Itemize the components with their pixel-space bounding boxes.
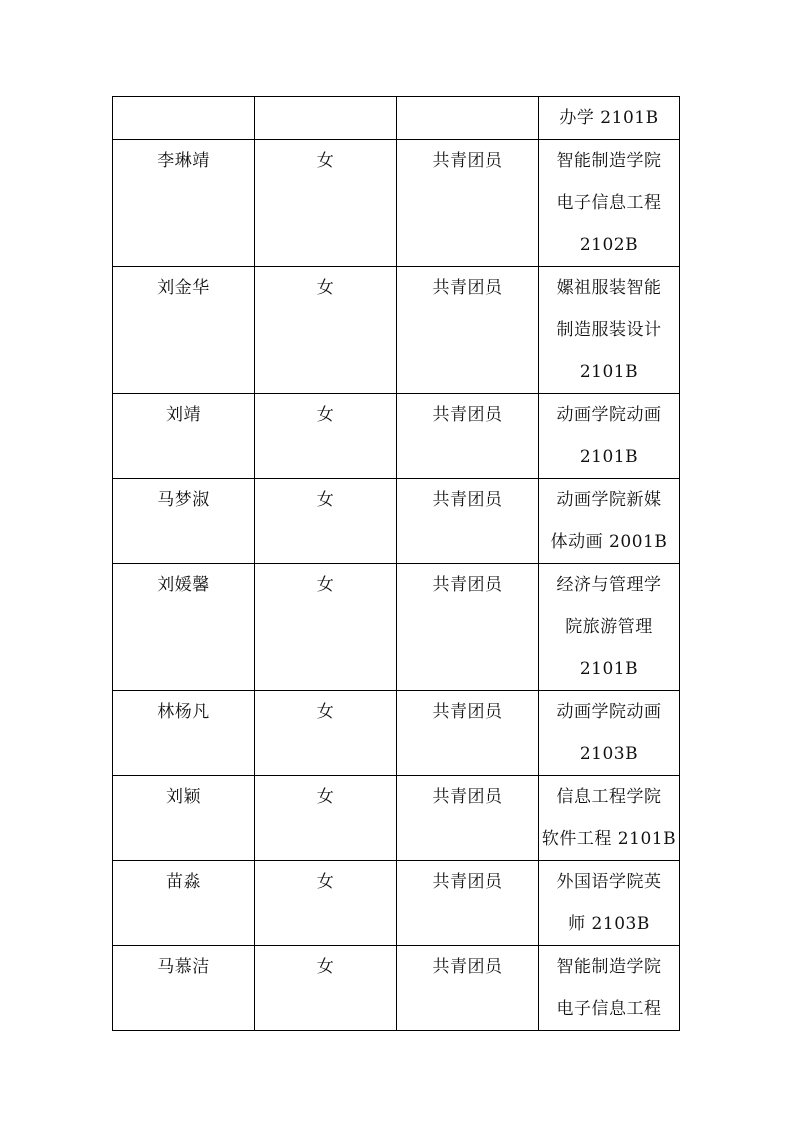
department-line: 电子信息工程 xyxy=(556,193,662,213)
member-name-text: 刘靖 xyxy=(166,405,201,425)
table-row xyxy=(113,946,680,1031)
member-department-cell xyxy=(539,564,680,691)
table-row xyxy=(113,479,680,564)
member-name-text: 李琳靖 xyxy=(157,151,210,171)
member-gender-cell xyxy=(255,776,397,861)
member-name-cell xyxy=(113,140,255,267)
member-name-text: 刘金华 xyxy=(157,278,210,298)
member-name-cell xyxy=(113,564,255,691)
member-department-cell xyxy=(539,946,680,1031)
member-gender-text: 女 xyxy=(316,957,335,977)
member-gender-text: 女 xyxy=(316,575,335,595)
member-gender-text: 女 xyxy=(316,787,335,807)
member-gender-cell xyxy=(255,97,397,140)
department-line: 2101B xyxy=(579,447,639,467)
member-gender-text: 女 xyxy=(316,278,335,298)
member-gender-cell xyxy=(255,140,397,267)
department-line: 2101B xyxy=(579,659,639,679)
department-line: 经济与管理学 xyxy=(556,575,662,595)
member-status-cell xyxy=(397,479,539,564)
member-status-text: 共青团员 xyxy=(432,872,503,892)
member-table-body xyxy=(113,97,680,1031)
table-row xyxy=(113,861,680,946)
member-gender-cell xyxy=(255,861,397,946)
department-line: 办学 2101B xyxy=(559,108,659,128)
member-gender-cell xyxy=(255,691,397,776)
member-gender-text: 女 xyxy=(316,490,335,510)
member-department-cell xyxy=(539,479,680,564)
table-row xyxy=(113,691,680,776)
department-line: 体动画 2001B xyxy=(550,532,668,552)
department-line: 师 2103B xyxy=(568,914,650,934)
member-name-cell xyxy=(113,267,255,394)
member-gender-cell xyxy=(255,479,397,564)
table-row xyxy=(113,97,680,140)
department-line: 动画学院动画 xyxy=(556,405,662,425)
member-status-text: 共青团员 xyxy=(432,787,503,807)
department-line: 2102B xyxy=(579,235,639,255)
member-name-cell xyxy=(113,776,255,861)
member-name-text: 刘颖 xyxy=(166,787,201,807)
member-department-cell xyxy=(539,267,680,394)
department-line: 动画学院动画 xyxy=(556,702,662,722)
member-status-cell xyxy=(397,140,539,267)
member-status-text: 共青团员 xyxy=(432,405,503,425)
member-status-cell xyxy=(397,776,539,861)
member-gender-cell xyxy=(255,564,397,691)
department-line: 动画学院新媒 xyxy=(556,490,662,510)
member-status-cell xyxy=(397,691,539,776)
member-table xyxy=(112,96,680,1031)
member-gender-text: 女 xyxy=(316,405,335,425)
table-row xyxy=(113,267,680,394)
member-status-text: 共青团员 xyxy=(432,278,503,298)
member-status-text: 共青团员 xyxy=(432,490,503,510)
department-line: 外国语学院英 xyxy=(556,872,662,892)
department-line: 院旅游管理 xyxy=(565,617,653,637)
department-line: 软件工程 2101B xyxy=(541,829,677,849)
member-department-cell xyxy=(539,140,680,267)
member-status-cell xyxy=(397,861,539,946)
member-name-text: 马梦淑 xyxy=(157,490,210,510)
member-gender-cell xyxy=(255,267,397,394)
department-line: 嫘祖服装智能 xyxy=(556,278,662,298)
member-gender-cell xyxy=(255,946,397,1031)
table-row xyxy=(113,564,680,691)
member-department-cell xyxy=(539,97,680,140)
member-gender-text: 女 xyxy=(316,872,335,892)
member-name-cell xyxy=(113,946,255,1031)
member-name-cell xyxy=(113,861,255,946)
member-status-cell xyxy=(397,267,539,394)
member-status-cell xyxy=(397,97,539,140)
department-line: 2101B xyxy=(579,362,639,382)
member-gender-text: 女 xyxy=(316,151,335,171)
member-name-text: 马慕洁 xyxy=(157,957,210,977)
member-department-cell xyxy=(539,691,680,776)
member-gender-text: 女 xyxy=(316,702,335,722)
department-line: 电子信息工程 xyxy=(556,999,662,1019)
member-name-cell xyxy=(113,394,255,479)
member-status-text: 共青团员 xyxy=(432,575,503,595)
member-gender-cell xyxy=(255,394,397,479)
member-name-cell xyxy=(113,691,255,776)
table-row xyxy=(113,140,680,267)
member-name-cell xyxy=(113,479,255,564)
department-line: 2103B xyxy=(579,744,639,764)
member-status-text: 共青团员 xyxy=(432,151,503,171)
table-row xyxy=(113,776,680,861)
member-name-text: 林杨凡 xyxy=(157,702,210,722)
department-line: 信息工程学院 xyxy=(556,787,662,807)
member-status-cell xyxy=(397,564,539,691)
department-line: 制造服装设计 xyxy=(556,320,662,340)
member-status-cell xyxy=(397,394,539,479)
member-status-text: 共青团员 xyxy=(432,957,503,977)
member-name-text: 苗淼 xyxy=(166,872,201,892)
member-status-text: 共青团员 xyxy=(432,702,503,722)
member-department-cell xyxy=(539,776,680,861)
member-status-cell xyxy=(397,946,539,1031)
member-department-cell xyxy=(539,861,680,946)
department-line: 智能制造学院 xyxy=(556,151,662,171)
member-department-cell xyxy=(539,394,680,479)
table-row xyxy=(113,394,680,479)
member-name-text: 刘媛馨 xyxy=(157,575,210,595)
member-name-cell xyxy=(113,97,255,140)
department-line: 智能制造学院 xyxy=(556,957,662,977)
